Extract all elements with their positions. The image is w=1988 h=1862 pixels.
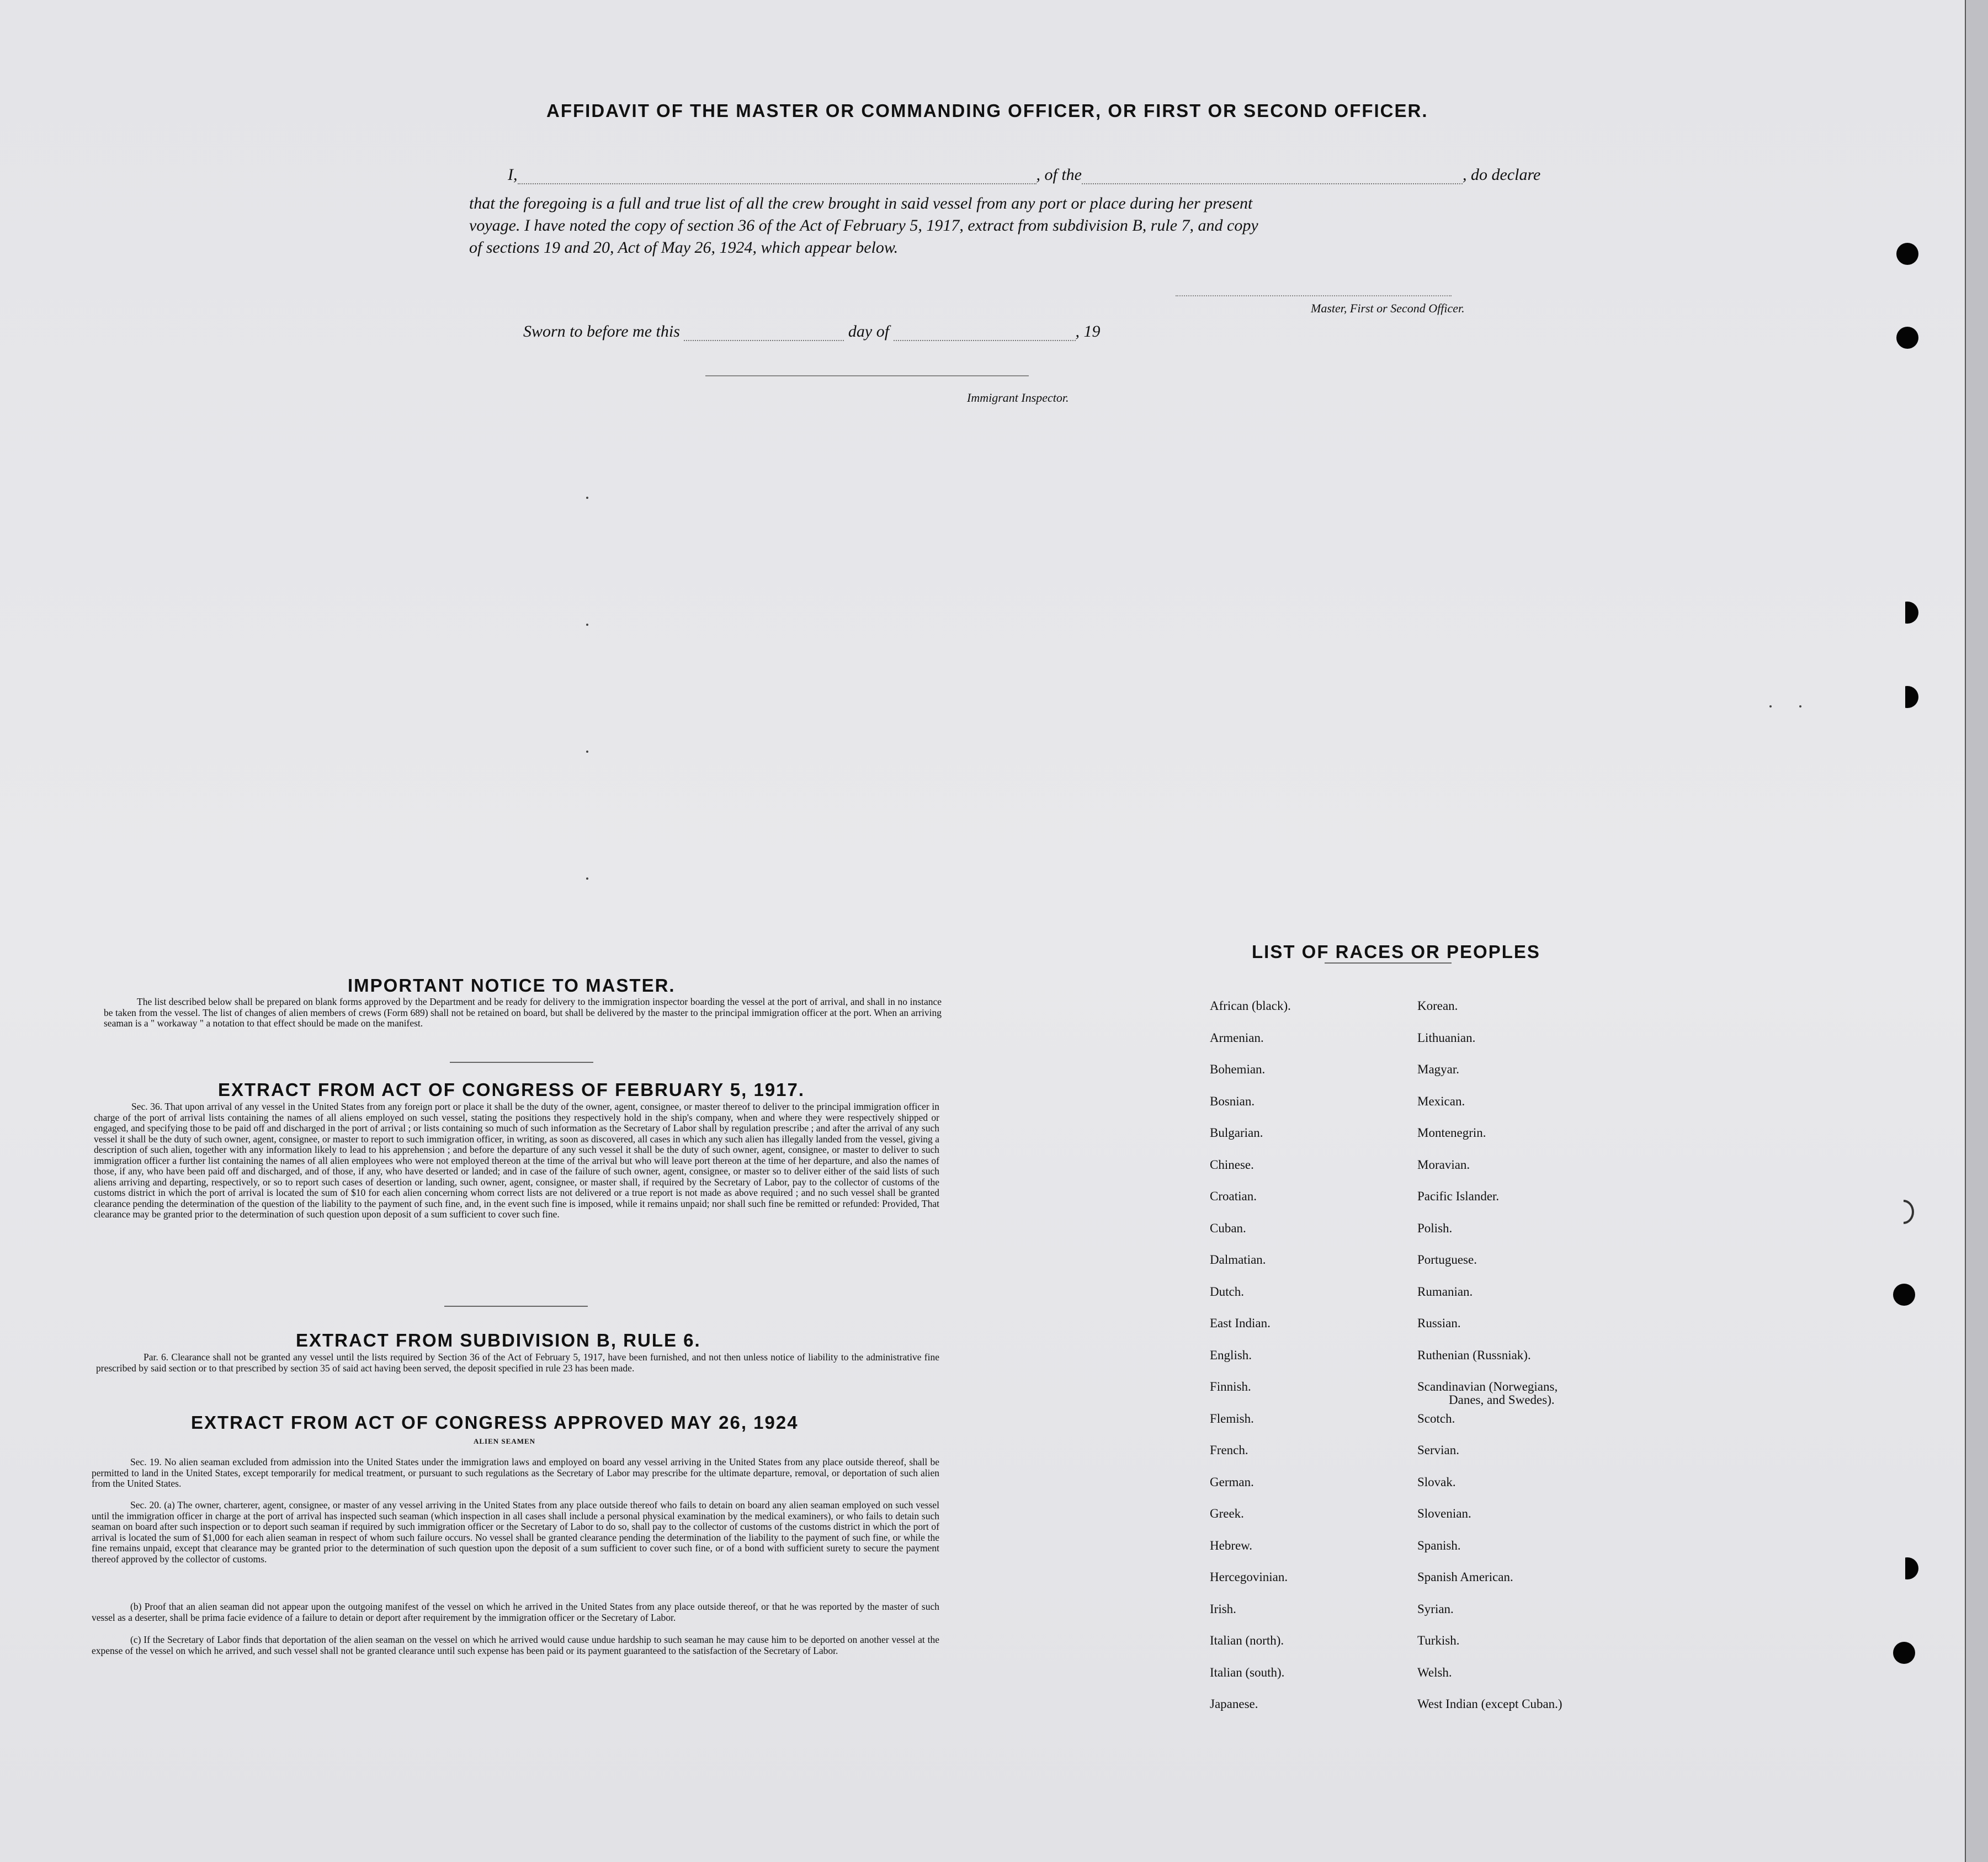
- race-item: German.: [1210, 1475, 1254, 1489]
- scan-speck: [1799, 705, 1801, 707]
- race-item: Greek.: [1210, 1507, 1244, 1520]
- race-item: Slovenian.: [1417, 1507, 1471, 1520]
- race-item: Chinese.: [1210, 1158, 1254, 1172]
- race-item: African (black).: [1210, 999, 1291, 1013]
- race-item: Bulgarian.: [1210, 1126, 1263, 1140]
- race-item: Bosnian.: [1210, 1094, 1255, 1108]
- notice-text: The list described below shall be prepared on blank forms approved by the Department and be ready for delivery to the immigration inspector boarding the vessel at the port of arrival, and shall in no instance be taken from the vessel. The list of changes of alien members of crews (Form 689) shall not be retained on board, but shall be delivered by the master to the principal immigration officer at the port. When an arriving seaman is a " workaway " a notation to that effect should be made on the manifest.: [104, 996, 942, 1029]
- race-item: Flemish.: [1210, 1412, 1254, 1425]
- extract-1924-sec20c: (c) If the Secretary of Labor finds that deportation of the alien seaman on the vessel on which he arrived would cause undue hardship to such seaman he may cause him to be deported on another vessel at the expense of the vessel on which he arrived, and such vessel shall not be granted clearance until such expense has been paid or its payment guaranteed to the satisfaction of the Secretary of Labor.: [92, 1634, 939, 1656]
- race-item: Dutch.: [1210, 1285, 1244, 1299]
- race-item: Finnish.: [1210, 1380, 1251, 1393]
- race-item: Turkish.: [1417, 1634, 1460, 1647]
- extract-1924-title: EXTRACT FROM ACT OF CONGRESS APPROVED MAY 26, 1924: [191, 1412, 799, 1433]
- affidavit-line-2: that the foregoing is a full and true list of all the crew brought in said vessel from any port or place during her present: [469, 194, 1253, 212]
- extract-1924-sec20a: Sec. 20. (a) The owner, charterer, agent, consignee, or master of any vessel arriving in the United States from any place outside thereof who fails to detain on board any alien seaman employed on such vessel until the immigration officer in charge at the port of arrival has inspected such seaman (which inspection in all cases shall include a personal physical examination by the medical examiners), or who fails to detain such seaman on board after such inspection or to deport such seaman if required by such immigration officer or the Secretary of Labor to do so, shall pay to the collector of customs of the customs district in which the port of arrival is located the sum of $1,000 for each alien seaman in respect of whom such failure occurs. No vessel shall be granted clearance pending the determination of the liability to the payment of such fine, or while the fine remains unpaid, except that clearance may be granted prior to the determination of such question upon the deposit of a sum sufficient to cover such fine, or of a bond with sufficient surety to secure the payment thereof approved by the collector of customs.: [92, 1499, 939, 1565]
- scan-speck: [586, 624, 588, 626]
- race-item: Magyar.: [1417, 1062, 1460, 1076]
- race-item: Italian (south).: [1210, 1666, 1285, 1679]
- race-item: Dalmatian.: [1210, 1253, 1266, 1267]
- punch-hole: [1896, 327, 1918, 349]
- extract-1917-text: Sec. 36. That upon arrival of any vessel in the United States from any foreign port or place it shall be the duty of the owner, agent, consignee, or master thereof to deliver to the principal immigration officer in charge of the port of arrival lists containing the names of all aliens employed on such vessel, stating the positions they respectively hold in the ship's company, when and where they were respectively shipped or engaged, and specifying those to be paid off and discharged in the port of arrival ; or lists containing so much of such information as the Secretary of Labor shall by regulation prescribe ; and after the arrival of any such vessel it shall be the duty of such owner, agent, consignee, or master to report to such immigration officer, in writing, as soon as discovered, all cases in which any such alien has illegally landed from the vessel, giving a description of such alien, together with any information likely to lead to his apprehension ; and before the departure of any such vessel it shall be the duty of such owner, agent, consignee, or master to deliver to such immigration officer a further list containing the names of all alien employees who were not employed thereon at the time of the arrival but who will leave port thereon at the time of her departure, and also the names of those, if any, who have been paid off and discharged, and of those, if any, who have deserted or landed; and in case of the failure of such owner, agent, consignee, or master so to deliver either of the said lists of such aliens arriving and departing, respectively, or so to report such cases of desertion or landing, such owner, agent, consignee, or master shall, if required by the Secretary of Labor, pay to the collector of customs of the customs district in which the port of arrival is located the sum of $10 for each alien concerning whom correct lists are not delivered or a true report is not made as above required ; and no such vessel shall be granted clearance pending the determination of the question of the liability to the payment of such fine, and, in the event such fine is imposed, while it remains unpaid; nor shall such fine be remitted or refunded: Provided, That clearance may be granted prior to the determination of such question upon deposit of a sum sufficient to cover such fine.: [94, 1101, 939, 1220]
- affidavit-line-3: voyage. I have noted the copy of section 36 of the Act of February 5, 1917, extract from subdivision B, rule 7, and copy: [469, 216, 1258, 235]
- affidavit-i-label: I,: [508, 166, 518, 184]
- race-item: Polish.: [1417, 1221, 1453, 1235]
- rule-6-text: Par. 6. Clearance shall not be granted any vessel until the lists required by Section 36 of the Act of February 5, 1917, have been furnished, and not then unless notice of liability to the administrative fine prescribed by said section or to that prescribed by section 35 of said act having been served, the deposit specified in rule 23 has been made.: [96, 1352, 939, 1374]
- year-label: , 19: [1075, 322, 1101, 341]
- race-item: Armenian.: [1210, 1031, 1264, 1045]
- extract-1917-title: EXTRACT FROM ACT OF CONGRESS OF FEBRUARY 5, 1917.: [218, 1079, 805, 1100]
- punch-hole: [1893, 1284, 1915, 1306]
- vessel-blank[interactable]: [1082, 183, 1463, 184]
- race-item: Welsh.: [1417, 1666, 1452, 1679]
- race-item: Portuguese.: [1417, 1253, 1477, 1267]
- race-item: French.: [1210, 1443, 1248, 1457]
- race-item: Croatian.: [1210, 1189, 1257, 1203]
- affidavit-line-4: of sections 19 and 20, Act of May 26, 1924, which appear below.: [469, 238, 899, 257]
- rule-6-title: EXTRACT FROM SUBDIVISION B, RULE 6.: [296, 1330, 701, 1350]
- race-item: Moravian.: [1417, 1158, 1470, 1172]
- scan-speck: [586, 877, 588, 880]
- affidavit-declare-label: , do declare: [1463, 166, 1541, 184]
- race-item: Syrian.: [1417, 1602, 1454, 1616]
- punch-hole: [1896, 243, 1918, 265]
- master-signature-line[interactable]: [1176, 295, 1452, 296]
- extract-1924-sec19: Sec. 19. No alien seaman excluded from admission into the United States under the immigration laws and employed on board any vessel arriving in the United States from any place outside thereof, shall be permitted to land in the United States, except temporarily for medical treatment, or pursuant to such regulations as the Secretary of Labor may prescribe for the ultimate departure, removal, or deportation of such alien from the United States.: [92, 1456, 939, 1489]
- notice-divider: [450, 1062, 593, 1063]
- race-item: Italian (north).: [1210, 1634, 1284, 1647]
- race-item: Japanese.: [1210, 1697, 1258, 1711]
- race-item: Cuban.: [1210, 1221, 1246, 1235]
- sworn-line: [523, 322, 1101, 341]
- alien-seamen-subtitle: ALIEN SEAMEN: [474, 1437, 536, 1445]
- extract-1924-sec20b: (b) Proof that an alien seaman did not appear upon the outgoing manifest of the vessel on which he arrived in the United States from any place outside thereof, or that he was reported by the master of such vessel as a deserter, shall be prima facie evidence of a failure to detain or deport after requirement by the immigration officer or the Secretary of Labor.: [92, 1601, 939, 1623]
- race-item: Slovak.: [1417, 1475, 1456, 1489]
- sworn-label: Sworn to before me this: [523, 322, 680, 341]
- extract-1917-divider: [444, 1306, 588, 1307]
- scan-speck: [586, 497, 588, 499]
- races-title: LIST OF RACES OR PEOPLES: [1252, 941, 1540, 962]
- races-title-rule: [1325, 962, 1452, 964]
- race-item: Mexican.: [1417, 1094, 1465, 1108]
- punch-hole: [1893, 1642, 1915, 1664]
- race-item: Rumanian.: [1417, 1285, 1473, 1299]
- scan-speck: [1769, 705, 1772, 707]
- sworn-month-blank[interactable]: [894, 340, 1076, 341]
- name-blank[interactable]: [518, 183, 1036, 184]
- race-item: Pacific Islander.: [1417, 1189, 1500, 1203]
- race-item: Scotch.: [1417, 1412, 1455, 1425]
- race-item: Scandinavian (Norwegians,: [1417, 1380, 1558, 1393]
- race-item: Russian.: [1417, 1316, 1461, 1330]
- inspector-signature-line[interactable]: [705, 375, 1029, 376]
- affidavit-declaration-line: [508, 166, 1540, 184]
- affidavit-title: AFFIDAVIT OF THE MASTER OR COMMANDING OFFICER, OR FIRST OR SECOND OFFICER.: [546, 100, 1428, 121]
- race-item: Montenegrin.: [1417, 1126, 1486, 1140]
- race-item-continuation: Danes, and Swedes).: [1449, 1393, 1555, 1407]
- race-item: Bohemian.: [1210, 1062, 1266, 1076]
- race-item: Lithuanian.: [1417, 1031, 1476, 1045]
- race-item: Spanish American.: [1417, 1570, 1513, 1584]
- race-item: Servian.: [1417, 1443, 1460, 1457]
- race-item: Irish.: [1210, 1602, 1236, 1616]
- race-item: East Indian.: [1210, 1316, 1271, 1330]
- race-item: Hercegovinian.: [1210, 1570, 1288, 1584]
- scan-speck: [586, 751, 588, 753]
- race-item: English.: [1210, 1348, 1252, 1362]
- race-item: Hebrew.: [1210, 1539, 1253, 1552]
- race-item: Ruthenian (Russniak).: [1417, 1348, 1531, 1362]
- inspector-signature-label: Immigrant Inspector.: [967, 391, 1069, 405]
- affidavit-of-the-label: , of the: [1036, 166, 1082, 184]
- sworn-day-blank[interactable]: [684, 340, 844, 341]
- notice-title: IMPORTANT NOTICE TO MASTER.: [348, 975, 676, 996]
- page-edge-shadow: [1966, 0, 1988, 1862]
- race-item: Spanish.: [1417, 1539, 1461, 1552]
- race-item: West Indian (except Cuban.): [1417, 1697, 1562, 1711]
- day-of-label: day of: [848, 322, 890, 341]
- master-signature-label: Master, First or Second Officer.: [1311, 301, 1465, 315]
- race-item: Korean.: [1417, 999, 1458, 1013]
